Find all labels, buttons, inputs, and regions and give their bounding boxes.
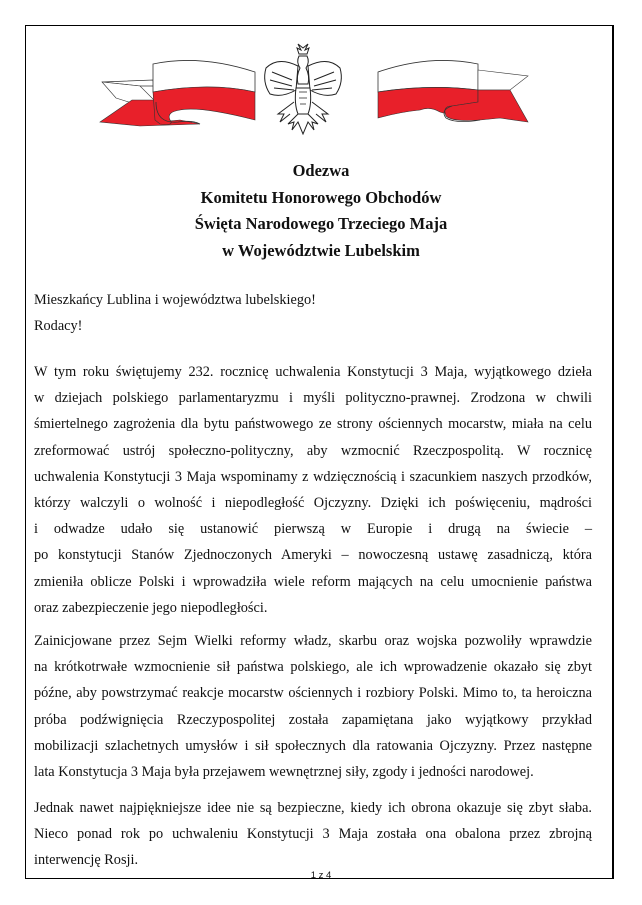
paragraph-line: próba podźwignięcia Rzeczypospolitej została zapamiętana jako wyjątkowy przykład xyxy=(34,711,592,728)
paragraph-line: interwencję Rosji. xyxy=(34,852,139,869)
right-flag-ribbon-icon xyxy=(378,60,528,122)
title-line-2: Komitetu Honorowego Obchodów xyxy=(200,187,442,207)
paragraph-1 xyxy=(34,359,592,621)
paragraph-line: na krótkotrwałe wzmocnienie sił państwa polskiego, ale ich wprowadzenie okazało się zbyt xyxy=(34,659,592,676)
left-flag-ribbon-icon xyxy=(100,60,255,126)
header-banner xyxy=(80,40,550,135)
paragraph-line: Zainicjowane przez Sejm Wielki reformy władz, skarbu oraz wojska pozwoliły wprawdzie xyxy=(34,633,592,649)
paragraph-line: W tym roku świętujemy 232. rocznicę uchwalenia Konstytucji 3 Maja, wyjątkowego dzieła xyxy=(34,364,592,380)
page-number: 1 z 4 xyxy=(310,870,332,881)
paragraph-2 xyxy=(34,628,592,785)
paragraph-line: śmiertelnego zagrożenia dla bytu państwowego ze strony ościennych mocarstw, miała na celu xyxy=(34,416,592,433)
title-line-1: Odezwa xyxy=(292,161,350,180)
greeting-line-1: Mieszkańcy Lublina i województwa lubelskiego! xyxy=(34,292,316,308)
paragraph-line: w dziejach polskiego parlamentaryzmu i myśli polityczno-prawnej. Zrodzona w chwili xyxy=(34,390,592,407)
greeting-line-2: Rodacy! xyxy=(34,318,83,335)
title-line-4: w Województwie Lubelskim xyxy=(222,240,420,260)
paragraph-line: po konstytucji Stanów Zjednoczonych Ameryki – nowoczesną ustawę zasadniczą, która xyxy=(34,547,592,564)
paragraph-line: uchwalenia Konstytucji 3 Maja wspominamy z wdzięcznością i szacunkiem naszych przodków, xyxy=(34,468,592,485)
paragraph-3 xyxy=(34,795,592,874)
paragraph-line: mobilizacji szlachetnych umysłów i sił społecznych dla ratowania Ojczyzny. Przez następne xyxy=(34,737,592,754)
paragraph-line: Nieco ponad rok po uchwaleniu Konstytucji 3 Maja została ona obalona przez zbrojną xyxy=(34,826,592,843)
paragraph-line: zmieniła oblicze Polski i wprowadziła wiele reform mających na celu umocnienie państwa xyxy=(34,573,592,590)
paragraph-line: którzy walczyli o wolność i niepodległość Ojczyzny. Dzięki ich poświęceniu, mądrości xyxy=(34,495,592,512)
paragraph-line: lata Konstytucja 3 Maja była przejawem wewnętrznej siły, zgody i jedności narodowej. xyxy=(34,764,534,781)
paragraph-line: późne, aby powstrzymać reakcje mocarstw ościennych i rozbiory Polski. Mimo to, ta heroiczna xyxy=(34,685,592,702)
title-line-3: Święta Narodowego Trzeciego Maja xyxy=(194,214,448,233)
paragraph-line: zreformować ustrój społeczno-polityczny, aby wzmocnić Rzeczpospolitą. W rocznicę xyxy=(34,442,592,459)
greeting xyxy=(34,287,592,339)
paragraph-line: i odwadze udało się ustanowić pierwszą w Europie i drugą na świecie – xyxy=(34,521,592,538)
document-title xyxy=(0,158,642,264)
paragraph-line: oraz zabezpieczenie jego niepodległości. xyxy=(34,599,268,616)
polish-eagle-emblem-icon xyxy=(265,44,342,134)
paragraph-line: Jednak nawet najpiękniejsze idee nie są bezpieczne, kiedy ich obrona okazuje się zbyt słaba. xyxy=(34,800,592,816)
